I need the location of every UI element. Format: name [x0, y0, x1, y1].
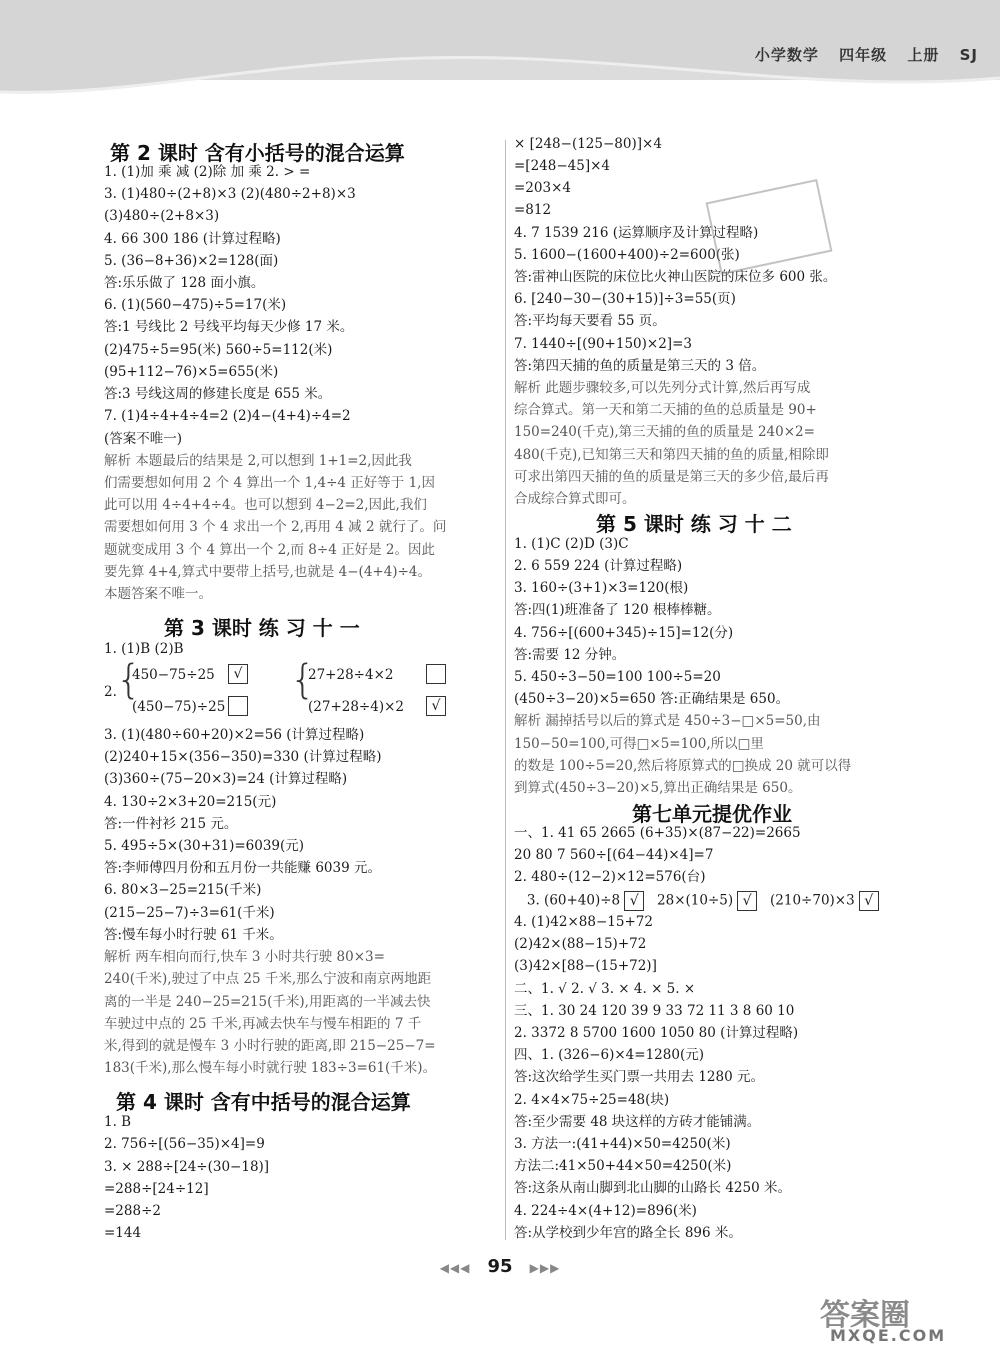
q3-checkbox-c: √ — [859, 891, 879, 911]
answer-line: =812 — [514, 202, 552, 218]
header-edition: SJ — [959, 46, 978, 64]
page-footer — [0, 1256, 1000, 1277]
answer-line: 答:第四天捕的鱼的质量是第三天的 3 倍。 — [514, 358, 766, 374]
answer-line: 方法二:41×50+44×50=4250(米) — [514, 1158, 732, 1174]
answer-line: 5. 495÷5×(30+31)=6039(元) — [104, 838, 305, 854]
q2-checkbox-a2 — [228, 696, 248, 716]
q3-checkbox-a: √ — [624, 891, 644, 911]
analysis-line: 本题答案不唯一。 — [104, 586, 212, 602]
answer-line: =203×4 — [514, 180, 571, 196]
answer-line: 6. 80×3−25=215(千米) — [104, 882, 262, 898]
answer-line: 3. (1)(480÷60+20)×2=56 (计算过程略) — [104, 727, 365, 743]
answer-line: 3. 方法一:(41+44)×50=4250(米) — [514, 1136, 731, 1152]
answer-line: × [248−(125−80)]×4 — [514, 136, 662, 152]
lesson-5-title: 第 5 课时 练 习 十 二 — [596, 512, 792, 536]
answer-line: 答:雷神山医院的床位比火神山医院的床位多 600 张。 — [514, 269, 837, 285]
answer-line: 答:慢车每小时行驶 61 千米。 — [104, 927, 283, 943]
answer-line: =[248−45]×4 — [514, 158, 611, 174]
answer-line: (95+112−76)×5=655(米) — [104, 364, 279, 380]
q3-expr-c: (210÷70)×3 — [770, 892, 855, 909]
answer-line: 2. 6 559 224 (计算过程略) — [514, 558, 683, 574]
analysis-line: 480(千克),已知第三天和第四天捕的鱼的质量,相除即 — [514, 447, 829, 463]
answer-line: 7. 1440÷[(90+150)×2]=3 — [514, 336, 692, 352]
unit-7-title: 第七单元提优作业 — [632, 802, 792, 826]
analysis-line: 150=240(千克),第三天捕的鱼的质量是 240×2= — [514, 424, 815, 440]
answer-line: 2. 4×4×75÷25=48(块) — [514, 1092, 670, 1108]
analysis-line: 240(千米),驶过了中点 25 千米,那么宁波和南京两地距 — [104, 971, 432, 987]
header-volume: 上册 — [907, 46, 940, 64]
watermark-url: MXQE.COM — [830, 1326, 947, 1345]
header-grade: 四年级 — [839, 46, 888, 64]
q2-checkbox-b2: √ — [426, 696, 446, 716]
answer-line: 5. 450÷3−50=100 100÷5=20 — [514, 669, 721, 685]
analysis-line: 要先算 4+4,算式中要带上括号,也就是 4−(4+4)÷4。 — [104, 564, 431, 580]
answer-line: =288÷2 — [104, 1203, 161, 1219]
analysis-line: 到算式(450÷3−20)×5,算出正确结果是 650。 — [514, 780, 802, 796]
answer-line: 4. (1)42×88−15+72 — [514, 914, 653, 930]
q2-expr-b2: (27+28÷4)×2 — [308, 699, 405, 715]
analysis-line: 的数是 100÷5=20,然后将原算式的□换成 20 就可以得 — [514, 758, 852, 774]
answer-line: 四、1. (326−6)×4=1280(元) — [514, 1047, 704, 1063]
answer-line: 1. (1)C (2)D (3)C — [514, 536, 629, 552]
answer-line: 4. 7 1539 216 (运算顺序及计算过程略) — [514, 225, 759, 241]
answer-line: (答案不唯一) — [104, 431, 183, 447]
analysis-line: 离的一半是 240−25=215(千米),用距离的一半减去快 — [104, 994, 431, 1010]
lesson-3-title: 第 3 课时 练 习 十 一 — [164, 616, 360, 640]
analysis-line: 们需要想如何用 2 个 4 算出一个 1,4÷4 正好等于 1,因 — [104, 475, 435, 491]
left-brace-icon: { — [290, 657, 316, 703]
answer-line: 5. 1600−(1600+400)÷2=600(张) — [514, 247, 740, 263]
analysis-line: 综合算式。第一天和第二天捕的鱼的总质量是 90+ — [514, 402, 817, 418]
q2-expr-a1: 450−75÷25 — [132, 667, 215, 683]
q3-checkbox-b: √ — [737, 891, 757, 911]
analysis-line: 合成综合算式即可。 — [514, 491, 636, 507]
lesson-2-title: 第 2 课时 含有小括号的混合运算 — [110, 141, 405, 165]
answer-line: 3. (1)480÷(2+8)×3 (2)(480÷2+8)×3 — [104, 186, 356, 202]
answer-line: 答:李师傅四月份和五月份一共能赚 6039 元。 — [104, 860, 381, 876]
answer-line: 2. 3372 8 5700 1600 1050 80 (计算过程略) — [514, 1025, 799, 1041]
answer-line: 1. (1)B (2)B — [104, 641, 184, 657]
answer-line: 1. B — [104, 1114, 132, 1130]
q3-expr-a: (60+40)÷8 — [544, 892, 621, 909]
answer-line: 6. [240−30−(30+15)]÷3=55(页) — [514, 291, 736, 307]
analysis-line: 解析 此题步骤较多,可以先列分式计算,然后再写成 — [514, 380, 811, 396]
answer-line: 答:这条从南山脚到北山脚的山路长 4250 米。 — [514, 1180, 791, 1196]
answer-line: (3)480÷(2+8×3) — [104, 208, 220, 224]
answer-line: 6. (1)(560−475)÷5=17(米) — [104, 297, 287, 313]
stamp-mark — [706, 179, 833, 275]
answer-line: 4. 224÷4×(4+12)=896(米) — [514, 1203, 697, 1219]
answer-line: 7. (1)4÷4+4÷4=2 (2)4−(4+4)÷4=2 — [104, 408, 351, 424]
q2-label: 2. — [104, 684, 117, 700]
answer-line: =144 — [104, 1225, 142, 1241]
answer-line: 2. 480÷(12−2)×12=576(台) — [514, 869, 706, 885]
answer-line: 二、1. √ 2. √ 3. × 4. × 5. × — [514, 981, 696, 997]
answer-line: 答:一件衬衫 215 元。 — [104, 816, 238, 832]
q3-prefix: 3. — [514, 892, 545, 909]
answer-line: (3)360÷(75−20×3)=24 (计算过程略) — [104, 771, 348, 787]
answer-line: 一、1. 41 65 2665 (6+35)×(87−22)=2665 — [514, 825, 801, 841]
answer-line: (2)42×(88−15)+72 — [514, 936, 647, 952]
analysis-line: 解析 本题最后的结果是 2,可以想到 1+1=2,因此我 — [104, 453, 412, 469]
answer-line: (450÷3−20)×5=650 答:正确结果是 650。 — [514, 691, 790, 707]
answer-line: 三、1. 30 24 120 39 9 33 72 11 3 8 60 10 — [514, 1003, 795, 1019]
analysis-line: 此可以用 4÷4+4÷4。也可以想到 4−2=2,因此,我们 — [104, 497, 427, 513]
analysis-line: 150−50=100,可得□×5=100,所以□里 — [514, 736, 764, 752]
column-divider — [505, 140, 506, 1240]
answer-line: 1. (1)加 乘 减 (2)除 加 乘 2. > = — [104, 164, 311, 180]
answer-line: 4. 66 300 186 (计算过程略) — [104, 231, 281, 247]
analysis-line: 解析 漏掉括号以后的算式是 450÷3−□×5=50,由 — [514, 713, 821, 729]
analysis-line: 题就变成用 3 个 4 算出一个 2,而 8÷4 正好是 2。因此 — [104, 542, 435, 558]
answer-line: 答:至少需要 48 块这样的方砖才能铺满。 — [514, 1114, 761, 1130]
page-number: 95 — [487, 1256, 513, 1277]
answer-line: 答:乐乐做了 128 面小旗。 — [104, 275, 265, 291]
answer-line: 4. 130÷2×3+20=215(元) — [104, 794, 277, 810]
answer-line: 5. (36−8+36)×2=128(面) — [104, 253, 279, 269]
analysis-line: 需要想如何用 3 个 4 求出一个 2,再用 4 减 2 就行了。问 — [104, 519, 447, 535]
answer-line: 4. 756÷[(600+345)÷15]=12(分) — [514, 625, 734, 641]
answer-line: 答:需要 12 分钟。 — [514, 647, 626, 663]
prev-arrows-icon: ◀◀◀ — [439, 1261, 471, 1275]
answer-line: (2)475÷5=95(米) 560÷5=112(米) — [104, 342, 333, 358]
answer-line: 答:1 号线比 2 号线平均每天少修 17 米。 — [104, 319, 354, 335]
q2-checkbox-a1: √ — [228, 664, 248, 684]
answer-line: 3. × 288÷[24÷(30−18)] — [104, 1159, 270, 1175]
answer-line: (2)240+15×(356−350)=330 (计算过程略) — [104, 749, 382, 765]
analysis-line: 解析 两车相向而行,快车 3 小时共行驶 80×3= — [104, 949, 385, 965]
answer-line: 答:平均每天要看 55 页。 — [514, 313, 666, 329]
answer-line: 答:3 号线这周的修建长度是 655 米。 — [104, 386, 332, 402]
watermark-logo: 答案圈 — [820, 1298, 910, 1333]
answer-line: (215−25−7)÷3=61(千米) — [104, 905, 275, 921]
answer-line: 2. 756÷[(56−35)×4]=9 — [104, 1136, 265, 1152]
lesson-4-title: 第 4 课时 含有中括号的混合运算 — [116, 1090, 411, 1114]
header-info — [741, 44, 978, 65]
header-subject: 小学数学 — [754, 46, 819, 64]
left-brace-icon: { — [116, 657, 142, 703]
q2-expr-a2: (450−75)÷25 — [132, 699, 226, 715]
answer-line: (3)42×[88−(15+72)] — [514, 958, 657, 974]
answer-line: 答:这次给学生买门票一共用去 1280 元。 — [514, 1069, 764, 1085]
q2-checkbox-b1 — [426, 664, 446, 684]
answer-line: 答:从学校到少年宫的路全长 896 米。 — [514, 1225, 742, 1241]
answer-line: 20 80 7 560÷[(64−44)×4]=7 — [514, 847, 714, 863]
answer-line: 答:四(1)班准备了 120 根棒棒糖。 — [514, 602, 721, 618]
analysis-line: 米,得到的就是慢车 3 小时行驶的距离,即 215−25−7= — [104, 1038, 436, 1054]
analysis-line: 车驶过中点的 25 千米,再减去快车与慢车相距的 7 千 — [104, 1016, 422, 1032]
q2-expr-b1: 27+28÷4×2 — [308, 667, 394, 683]
q3-expr-b: 28×(10÷5) — [657, 892, 734, 909]
answer-line: 3. 160÷(3+1)×3=120(根) — [514, 580, 689, 596]
analysis-line: 可求出第四天捕的鱼的质量是第三天的多少倍,最后再 — [514, 469, 829, 485]
next-arrows-icon: ▶▶▶ — [529, 1261, 561, 1275]
answer-line: =288÷[24÷12] — [104, 1181, 209, 1197]
analysis-line: 183(千米),那么慢车每小时就行驶 183÷3=61(千米)。 — [104, 1060, 437, 1076]
unit-7-q3-row — [514, 891, 879, 911]
